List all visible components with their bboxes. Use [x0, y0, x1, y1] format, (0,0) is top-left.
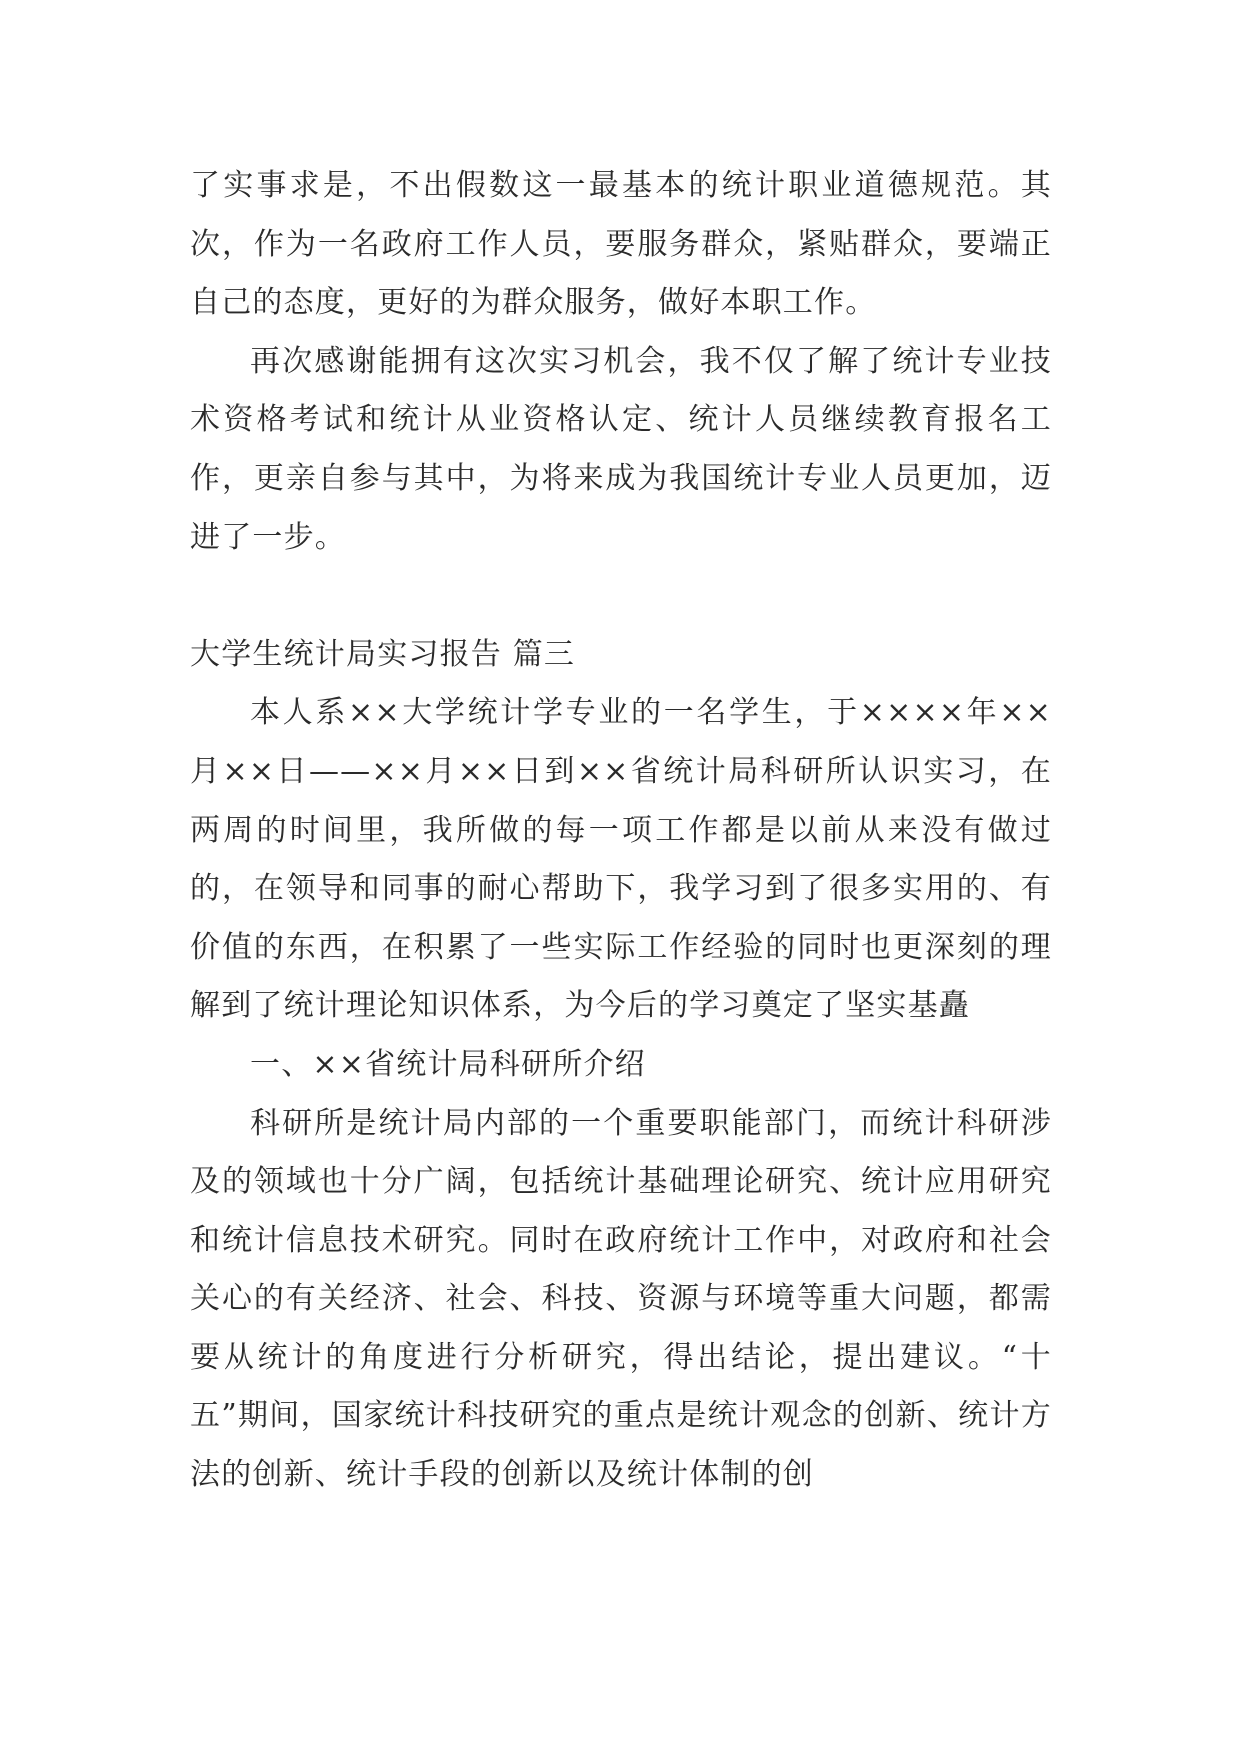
subsection-title: 一、××省统计局科研所介绍 — [250, 1046, 646, 1082]
document-body — [190, 157, 1052, 1505]
paragraph-continuation: 了实事求是，不出假数这一最基本的统计职业道德规范。其次，作为一名政府工作人员，要服务群众，紧贴群众，要端正自己的态度，更好的为群众服务，做好本职工作。 — [190, 168, 1052, 321]
paragraph-institute: 科研所是统计局内部的一个重要职能部门，而统计科研涉及的领域也十分广阔，包括统计基础理论研究、统计应用研究和统计信息技术研究。同时在政府统计工作中，对政府和社会关心的有关经济、社会、科技、资源与环境等重大问题，都需要从统计的角度进行分析研究，得出结论，提出建议。“十五”期间，国家统计科技研究的重点是统计观念的创新、统计方法的创新、统计手段的创新以及统计体制的创 — [190, 1105, 1052, 1493]
paragraph-intro: 本人系××大学统计学专业的一名学生，于××××年××月××日——××月××日到××省统计局科研所认识实习，在两周的时间里，我所做的每一项工作都是以前从来没有做过的，在领导和同事的耐心帮助下，我学习到了很多实用的、有价值的东西，在积累了一些实际工作经验的同时也更深刻的理解到了统计理论知识体系，为今后的学习奠定了坚实基矗 — [190, 695, 1052, 1024]
section-title: 大学生统计局实习报告 篇三 — [190, 636, 576, 672]
paragraph-thanks: 再次感谢能拥有这次实习机会，我不仅了解了统计专业技术资格考试和统计从业资格认定、统计人员继续教育报名工作，更亲自参与其中，为将来成为我国统计专业人员更加，迈进了一步。 — [190, 343, 1052, 555]
